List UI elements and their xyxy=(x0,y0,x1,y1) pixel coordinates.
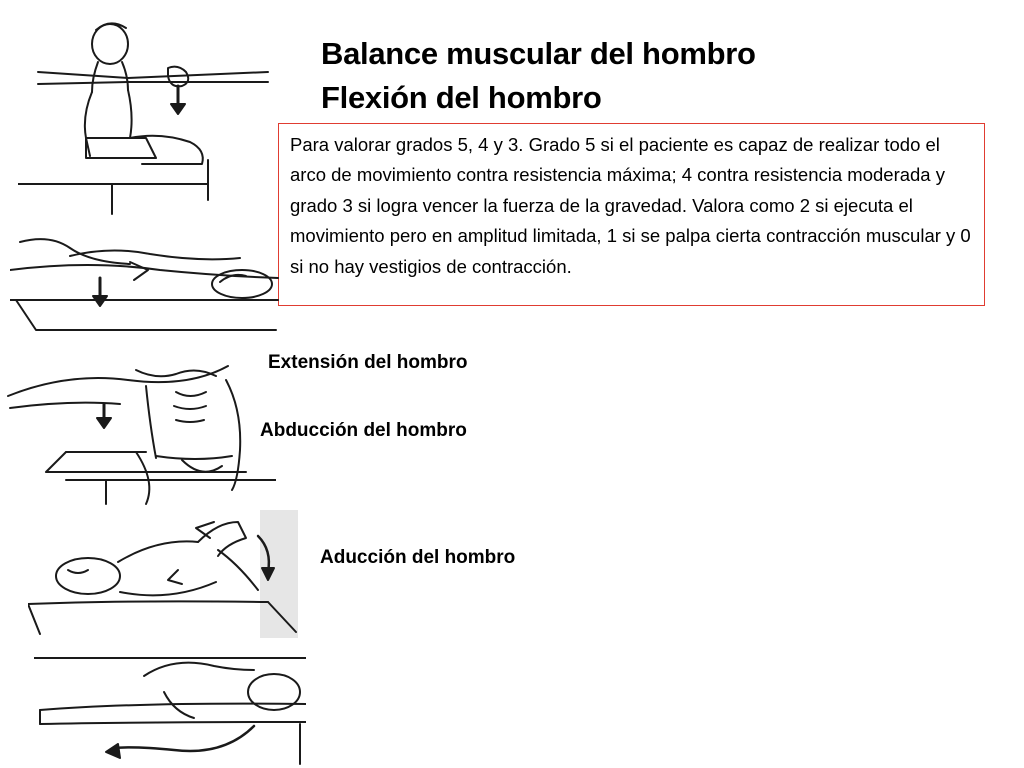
grading-description-box: Para valorar grados 5, 4 y 3. Grado 5 si el paciente es capaz de realizar todo el arco de movimiento contra resistencia máxima; 4 contra resistencia moderada y grado 3 si logra vencer la fuerza de la gravedad. Valora como 2 si ejecuta el movimiento pero en amplitud limitada, 1 si se palpa cierta contracción muscular y 0 si no hay vestigios de contracción. xyxy=(278,123,985,306)
slide-title xyxy=(321,32,756,120)
illustration-adduction-prone xyxy=(34,652,306,768)
label-shoulder-abduction: Abducción del hombro xyxy=(260,420,467,441)
illustration-flexion-prone xyxy=(10,222,282,346)
title-line-1: Balance muscular del hombro xyxy=(321,36,756,71)
illustration-adduction-supine xyxy=(28,510,298,638)
title-line-2: Flexión del hombro xyxy=(321,80,602,115)
illustration-flexion-seated xyxy=(18,20,280,216)
label-shoulder-adduction: Aducción del hombro xyxy=(320,547,516,568)
label-shoulder-extension: Extensión del hombro xyxy=(268,352,468,373)
illustration-extension-abduction-seated xyxy=(6,356,276,506)
